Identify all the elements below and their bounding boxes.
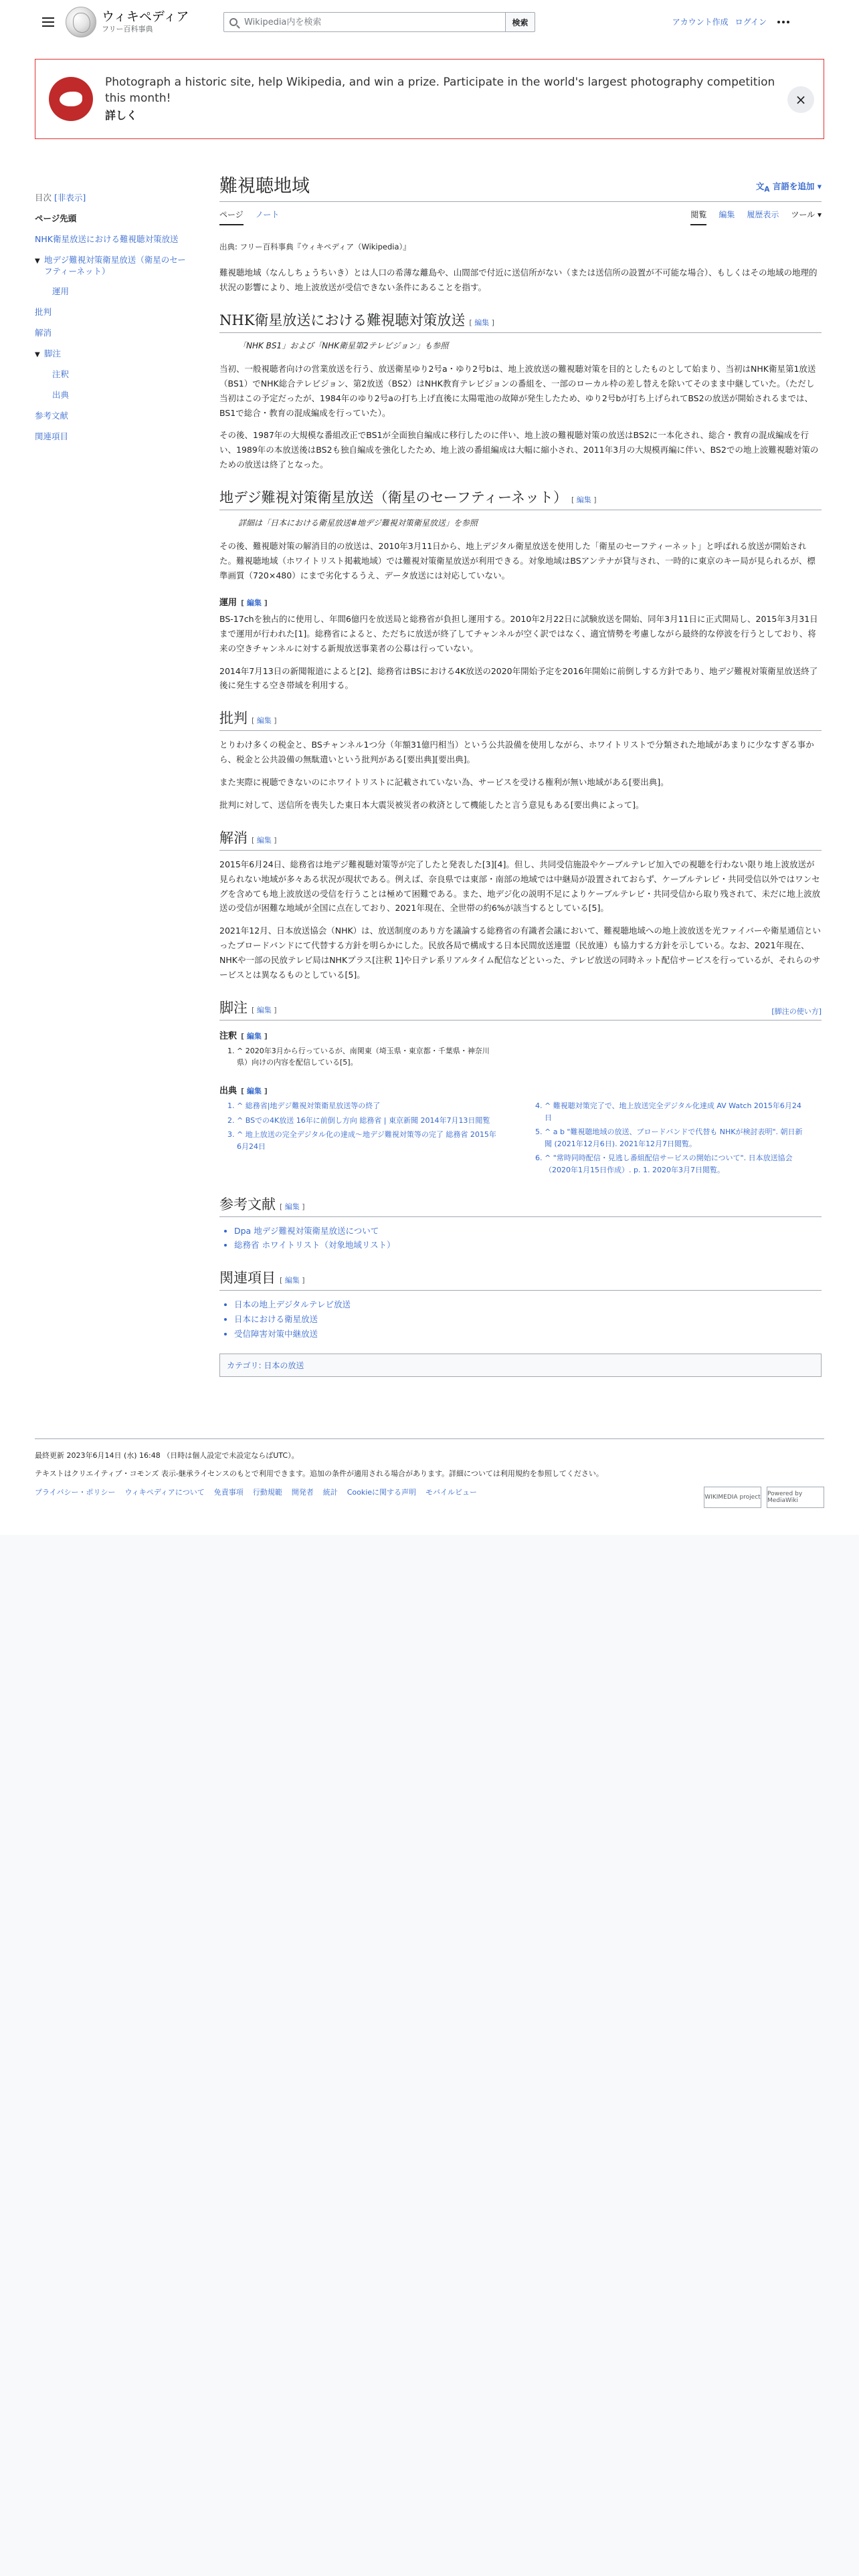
tab-tools[interactable]: ツール ▾ xyxy=(791,210,822,219)
footer-link[interactable]: プライバシー・ポリシー xyxy=(35,1488,116,1497)
section-heading: 脚注 [ 編集 ] xyxy=(219,997,822,1021)
section-heading: 地デジ難視対策衛星放送（衛星のセーフティーネット） [ 編集 ] xyxy=(219,487,822,510)
edit-link[interactable]: 編集 xyxy=(576,496,591,505)
subsection-heading: 運用 [ 編集 ] xyxy=(219,597,268,608)
paragraph: BS-17chを独占的に使用し、年間6億円を放送局と総務省が負担し運用する。2010年2月22日に試験放送を開始、同年3月11日に正式開局し、2015年3月31日まで運用が行われた[1]。総務省によると、ただちに放送が終了してチャンネルが空く訳ではなく、適宜情勢を考慮しながら最終的な停波を行うとしており、将来の空きチャンネルに対する新規放送事業者の公募は行っていない。 xyxy=(219,613,818,653)
site-header xyxy=(35,0,824,44)
paragraph: 当初、一般視聴者向けの営業放送を行う、放送衛星ゆり2号a・ゆり2号bは、地上波放送の難視聴対策を目的としたものとして始まり、当初はNHK衛星第1放送（BS1）でNHK総合テレビジョン、第2放送（BS2）はNHK教育テレビジョンの番組を、一部のローカル枠の差し替えを除いてそのまま中継していた。（ただし当初はこの予定だったが、1984年のゆり2号aの打ち上げ直後に太陽電池の故障が発生したため、ゆり2号bが打ち上げられてBS2の放送が開始されるまでは、BS1で総合・教育の混成編成を行っていた）。 xyxy=(219,363,816,418)
tab-read[interactable]: 閲覧 xyxy=(690,202,706,225)
toc-item-sources[interactable]: 出典 xyxy=(52,389,70,400)
toc-hide-button[interactable]: [非表示] xyxy=(54,193,86,203)
toc-item-criticism[interactable]: 批判 xyxy=(35,307,52,318)
section-heading: 解消 [ 編集 ] xyxy=(219,827,822,851)
site-logo[interactable] xyxy=(66,7,189,37)
paragraph: 2014年7月13日の新聞報道によると[2]、総務省はBSにおける4K放送の2020年開始予定を2016年開始に前倒しする方針であり、地デジ難視対策衛星放送終了後に発生する空き帯域を利用する。 xyxy=(219,665,818,691)
subsection-heading: 注釈 [ 編集 ] xyxy=(219,1031,268,1041)
edit-link[interactable]: 編集 xyxy=(246,598,262,607)
hatnote: 詳細は「日本における衛星放送#地デジ難視対策衛星放送」を参照 xyxy=(238,518,478,528)
reference-item[interactable]: 4. ^ 難視聴対策完了で、地上放送完全デジタル化達成 AV Watch 2015年6月24日 xyxy=(545,1100,808,1123)
toc-item-nhk[interactable]: NHK衛星放送における難視聴対策放送 xyxy=(35,233,179,244)
paragraph: また実際に視聴できないのにホワイトリストに記載されていない為、サービスを受ける権利が無い地域がある[要出典]。 xyxy=(219,777,669,787)
mediawiki-badge[interactable]: Powered by MediaWiki xyxy=(767,1487,824,1508)
hatnote: 「NHK BS1」および「NHK衛星第2テレビジョン」も参照 xyxy=(238,340,449,350)
toc-item-operation[interactable]: 運用 xyxy=(52,286,70,297)
section-heading: 関連項目 [ 編集 ] xyxy=(219,1267,822,1291)
toc-label: 目次 xyxy=(35,193,52,203)
edit-link[interactable]: 編集 xyxy=(284,1276,300,1285)
bibliography-item[interactable]: • Dpa 地デジ難視対策衛星放送について xyxy=(234,1224,822,1239)
paragraph: 2021年12月、日本放送協会（NHK）は、放送制度のあり方を議論する総務省の有識者会議において、難視聴地域への地上波放送を光ファイバーや衛星通信といったブロードバンドにて代替する方針を明らかにした。民放各局で構成する日本民間放送連盟（民放連）も協力する方針を示している。なお、2021年現在、NHKや一部の民放テレビ局はNHKプラス[注釈 1]や日テレ系リアルタイム配信などといった、テレビ放送の同時ネット配信サービスを行っているが、それらのサービスとは異なるものとしている[5]。 xyxy=(219,926,821,980)
toc-item-top[interactable]: ページ先頭 xyxy=(35,213,77,223)
bibliography-item[interactable]: • 総務省 ホワイトリスト（対象地域リスト） xyxy=(234,1238,822,1253)
chevron-down-icon[interactable]: ▼ xyxy=(35,257,40,265)
article-content xyxy=(219,158,822,1377)
search-icon xyxy=(229,18,237,26)
category-box[interactable]: カテゴリ: 日本の放送 xyxy=(219,1354,822,1377)
footnote-usage-link[interactable]: [脚注の使い方] xyxy=(771,1006,822,1016)
reference-item[interactable]: 2. ^ BSでの4K放送 16年に前倒し方向 総務省 | 東京新聞 2014年7月13日閲覧 xyxy=(237,1115,500,1127)
paragraph: その後、1987年の大規模な番組改正でBS1が全面独自編成に移行したのに伴い、地上波の難視聴対策の放送はBS2に一本化され、総合・教育の混成編成を行い、1989年の本放送後はBS2も独自編成を強化したため、地上波の番組編成は大幅に縮小され、2011年3月の大規模再編に伴い、BS2での地上波難視聴対策のための放送は終了となった。 xyxy=(219,430,819,470)
login-link[interactable]: ログイン xyxy=(735,17,767,27)
more-options-icon[interactable] xyxy=(777,21,789,23)
site-tagline: フリー百科事典 xyxy=(102,25,153,34)
site-title: ウィキペディア xyxy=(102,9,189,25)
banner-message: Photograph a historic site, help Wikipedia, and win a prize. Participate in the world's largest photography competition this month! xyxy=(105,76,775,105)
edit-link[interactable]: 編集 xyxy=(246,1031,262,1041)
edit-link[interactable]: 編集 xyxy=(256,835,272,845)
last-updated: 最終更新 2023年6月14日 (水) 16:48 （日時は個人設定で未設定ならばUTC）。 xyxy=(35,1451,299,1460)
intro-paragraph: 難視聴地域（なんしちょうちいき）とは人口の希薄な離島や、山間部で付近に送信所がない（または送信所の設置が不可能な場合）、もしくはその地域の地理的状況の影響により、地上波放送が受信できない条件にあることを指す。 xyxy=(219,267,818,292)
toc-item-notes[interactable]: 注釈 xyxy=(52,368,70,379)
user-links xyxy=(672,16,789,27)
add-language-button[interactable]: 文$_A$ 言語を追加 ▾ xyxy=(755,181,822,193)
toc-item-related[interactable]: 関連項目 xyxy=(35,431,69,441)
page-tabs xyxy=(219,201,822,225)
subsection-heading: 出典 [ 編集 ] xyxy=(219,1085,268,1096)
search-form xyxy=(223,12,535,32)
wikipedia-globe-icon xyxy=(66,7,96,37)
section-heading: 批判 [ 編集 ] xyxy=(219,708,822,731)
footer-link[interactable]: 開発者 xyxy=(291,1488,314,1497)
wiki-loves-monuments-icon xyxy=(49,77,93,121)
banner-more-link[interactable]: 詳しく xyxy=(105,108,138,122)
note-item: 1. ^ 2020年3月から行っているが、南関東（埼玉県・東京都・千葉県・神奈川県）向けの内容を配信している[5]。 xyxy=(237,1045,500,1069)
related-item[interactable]: • 受信障害対策中継放送 xyxy=(234,1327,822,1341)
edit-link[interactable]: 編集 xyxy=(256,1005,272,1014)
page-title: 難視聴地域 xyxy=(219,176,310,197)
footer-link[interactable]: 免責事項 xyxy=(213,1488,244,1497)
paragraph: その後、難視聴対策の解消目的の放送は、2010年3月11日から、地上デジタル衛星放送を使用した「衛星のセーフティーネット」と呼ばれる放送が開始された。難視聴地域（ホワイトリスト掲載地域）では難視対策衛星放送が利用できる。対象地域はBSアンテナが貸与され、一時的に東京のキー局が見られるが、標準画質（720×480）にまで劣化するうえ、データ放送には対応していない。 xyxy=(219,541,816,580)
tab-page[interactable]: ページ xyxy=(219,202,244,225)
search-button[interactable]: 検索 xyxy=(506,12,535,32)
toc-item-safety-net[interactable]: 地デジ難視対策衛星放送（衛星のセーフティーネット） xyxy=(44,254,186,276)
search-box[interactable] xyxy=(223,12,506,32)
section-heading: 参考文献 [ 編集 ] xyxy=(219,1194,822,1217)
edit-link[interactable]: 編集 xyxy=(474,318,490,327)
tab-talk[interactable]: ノート xyxy=(255,210,280,219)
edit-link[interactable]: 編集 xyxy=(246,1086,262,1095)
footer-link[interactable]: モバイルビュー xyxy=(425,1488,478,1497)
paragraph: 批判に対して、送信所を喪失した東日本大震災被災者の救済として機能したと言う意見もある[要出典によって]。 xyxy=(219,799,644,810)
references-list xyxy=(219,1100,822,1179)
chevron-down-icon[interactable]: ▼ xyxy=(35,351,40,358)
tab-edit[interactable]: 編集 xyxy=(719,210,735,219)
reference-item[interactable]: 3. ^ 地上放送の完全デジタル化の達成〜地デジ難視対策等の完了 総務省 2015年6月24日 xyxy=(237,1129,500,1152)
footer-link[interactable]: ウィキペディアについて xyxy=(124,1488,205,1497)
source-line: 出典: フリー百科事典『ウィキペディア（Wikipedia）』 xyxy=(219,242,411,251)
footer-link[interactable]: 統計 xyxy=(322,1488,338,1497)
section-heading: NHK衛星放送における難視聴対策放送 [ 編集 ] xyxy=(219,310,822,333)
reference-item[interactable]: 1. ^ 総務省|地デジ難視対策衛星放送等の終了 xyxy=(237,1100,500,1112)
footer-link[interactable]: Cookieに関する声明 xyxy=(347,1488,417,1497)
tab-history[interactable]: 履歴表示 xyxy=(747,210,779,219)
main-menu-icon[interactable] xyxy=(35,9,62,35)
related-item[interactable]: • 日本における衛星放送 xyxy=(234,1312,822,1327)
create-account-link[interactable]: アカウント作成 xyxy=(672,17,729,27)
paragraph: とりわけ多くの税金と、BSチャンネル1つ分（年額31億円相当）という公共設備を使用しながら、ホワイトリストで分類された地域があまりに少なすぎる事から、税金と公共設備の無駄遣いという批判がある[要出典][要出典]。 xyxy=(219,740,814,765)
toc-item-resolution[interactable]: 解消 xyxy=(35,328,52,338)
toc-item-bibliography[interactable]: 参考文献 xyxy=(35,410,69,421)
close-icon[interactable]: × xyxy=(787,86,814,113)
table-of-contents xyxy=(35,158,193,1377)
wikimedia-badge[interactable]: WIKIMEDIA project xyxy=(704,1487,761,1508)
campaign-banner xyxy=(35,59,824,139)
footer-link[interactable]: 行動規範 xyxy=(252,1488,282,1497)
related-item[interactable]: • 日本の地上デジタルテレビ放送 xyxy=(234,1297,822,1312)
reference-item[interactable]: 6. ^ "常時同時配信・見逃し番組配信サービスの開始について". 日本放送協会（2020年1月15日作成）. p. 1. 2020年3月7日閲覧。 xyxy=(545,1152,808,1176)
toc-item-footnotes[interactable]: 脚注 xyxy=(44,348,62,358)
license-text: テキストはクリエイティブ・コモンズ 表示-継承ライセンスのもとで利用できます。追加の条件が適用される場合があります。詳細については利用規約を参照してください。 xyxy=(35,1469,603,1479)
reference-item[interactable]: 5. ^ a b "難視聴地域の放送、ブロードバンドで代替も NHKが検討表明". 朝日新聞 (2021年12月6日). 2021年12月7日閲覧。 xyxy=(545,1126,808,1150)
paragraph: 2015年6月24日、総務省は地デジ難視聴対策等が完了したと発表した[3][4]。但し、共同受信施設やケーブルテレビ加入での視聴を行わない限り地上波放送が見られない地域が多々ある状況が現状である。例えば、奈良県では東部・南部の地域では中継局が設置されておらず、ケーブルテレビ・共同受信以外ではワンセグを含めても地上波放送の受信を行うことは極めて困難である。また、地デジ化の説明不足によりケーブルテレビ・共同受信から取り残されて、未だに地上波放送の受信が困難な地域が全国に点在しており、2021年現在、全世帯の約6%が該当するとしている[5]。 xyxy=(219,859,821,914)
edit-link[interactable]: 編集 xyxy=(284,1202,300,1211)
search-input[interactable] xyxy=(243,17,497,28)
edit-link[interactable]: 編集 xyxy=(256,716,272,726)
page-footer xyxy=(35,1438,824,1508)
